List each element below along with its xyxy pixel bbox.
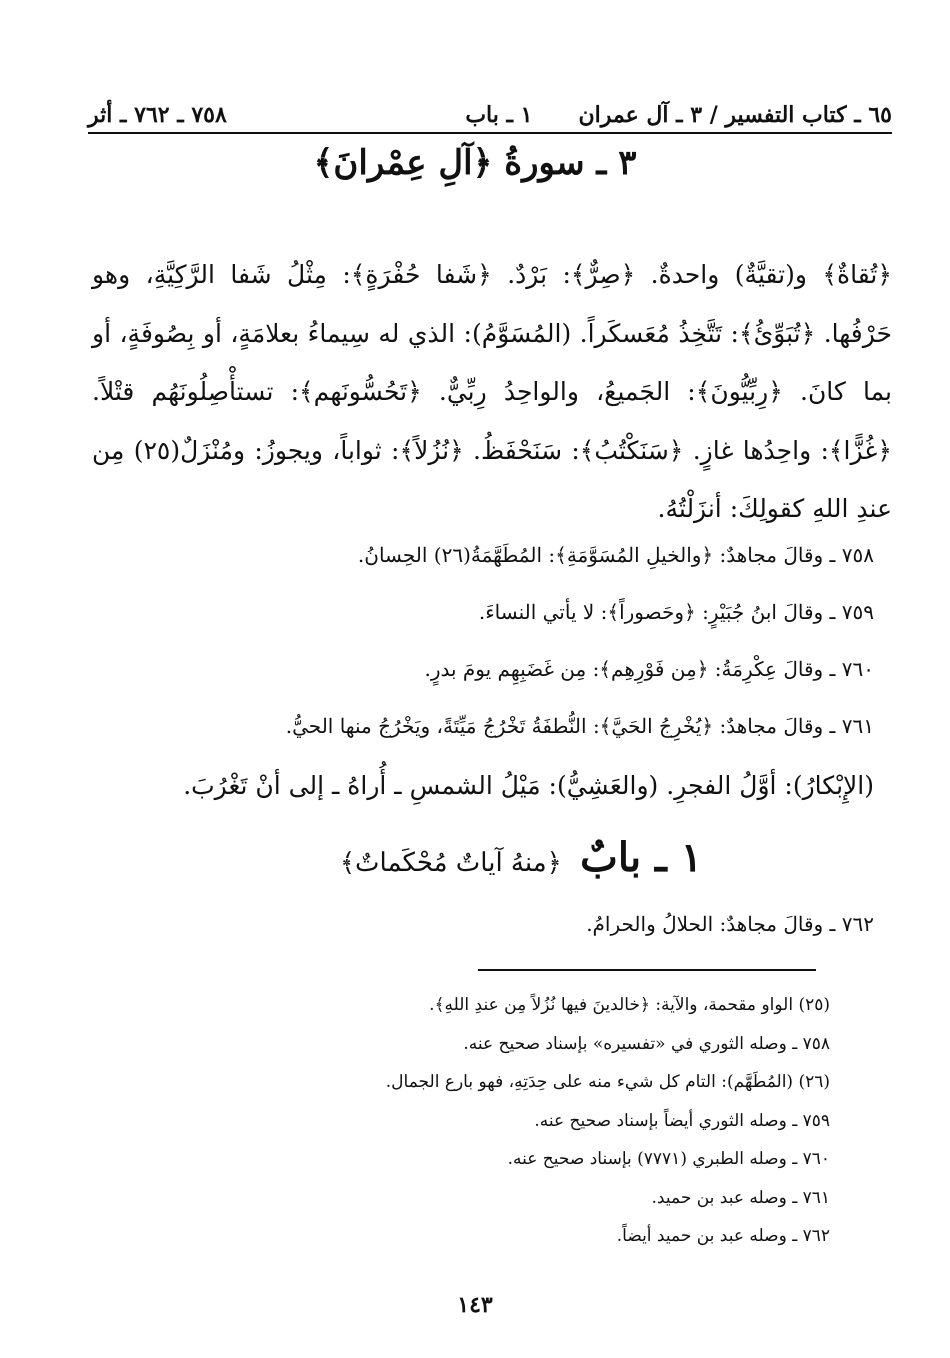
footnote-762: ٧٦٢ ـ وصله عبد بن حميد أيضاً. <box>616 1226 830 1246</box>
footnote-758: ٧٥٨ ـ وصله الثوري في «تفسيره» بإسناد صحيح عنه. <box>463 1033 830 1054</box>
footnote-divider <box>478 969 816 971</box>
footnote-761: ٧٦١ ـ وصله عبد بن حميد. <box>651 1187 830 1208</box>
narration-761: ٧٦١ ـ وقالَ مجاهدٌ: ﴿يُخْرِجُ الحَيَّ﴾: النُّطفَةُ تَخْرُجُ مَيِّتَةً، ويَخْرُجُ منها الحيُّ. <box>285 714 874 738</box>
bab-title: ﴿منهُ آياتٌ مُحْكَماتٌ﴾ <box>339 848 562 878</box>
surah-title: ٣ ـ سورةُ ﴿آلِ عِمْرانَ﴾ <box>313 143 637 183</box>
definition-line: (الإِبْكارُ): أوَّلُ الفجرِ. (والعَشِيُّ): مَيْلُ الشمسِ ـ أُراهُ ـ إلى أنْ تَغْرُبَ. <box>183 771 874 800</box>
header-chapter: ٦٥ ـ كتاب التفسير / ٣ ـ آل عمران <box>578 102 892 128</box>
narration-762: ٧٦٢ ـ وقالَ مجاهدٌ: الحلالُ والحرامُ. <box>586 912 874 936</box>
bab-heading <box>92 830 950 891</box>
header-rule <box>88 132 892 134</box>
bab-label: ١ ـ بابٌ <box>580 834 703 881</box>
footnote-759: ٧٥٩ ـ وصله الثوري أيضاً بإسناد صحيح عنه. <box>534 1110 830 1131</box>
narration-759: ٧٥٩ ـ وقالَ ابنُ جُبَيْرٍ: ﴿وحَصوراً﴾: لا يأتي النساءَ. <box>478 600 874 624</box>
footnote-760: ٧٦٠ ـ وصله الطبري (٧٧٧١) بإسناد صحيح عنه. <box>507 1149 830 1169</box>
intro-paragraph: ﴿تُقاةٌ﴾ و(تقيَّةٌ) واحدةٌ. ﴿صِرٌّ﴾: بَرْدٌ. ﴿شَفا حُفْرَةٍ﴾: مِثْلُ شَفا الرَّكِيَّةِ، وهو حَرْفُها. ﴿تُبَوِّئُ﴾: تَتَّخِذُ مُعَسكَراً. (المُسَوَّمُ): الذي له سِيماءُ بعلامَةٍ، أو بِصُوفَةٍ، أو بما كانَ. ﴿رِبِّيُّونَ﴾: الجَميعُ، والواحِدُ رِبِّيٌّ. ﴿تَحُسُّونَهم﴾: تستأْصِلُونَهُم قتْلاً. ﴿غُزًّا﴾: واحِدُها غازٍ. ﴿سَنَكْتُبُ﴾: سَنَحْفَظُ. ﴿نُزُلاً﴾: ثواباً، ويجوزُ: ومُنْزَلٌ(٢٥) مِن عندِ اللهِ كقولِكَ: أنزَلْتُهُ. <box>92 260 892 523</box>
narration-760: ٧٦٠ ـ وقالَ عِكْرِمَةُ: ﴿مِن فَوْرِهِم﴾: مِن غَضَبِهِم يومَ بدرٍ. <box>424 657 874 681</box>
footnote-26: (٢٦) (المُطَهَّم): التام كل شيء منه على حِدَتِهِ، فهو بارع الجمال. <box>385 1072 830 1092</box>
header-hadith-range: ٧٥٨ ـ ٧٦٢ ـ أثر <box>88 102 227 128</box>
narration-758: ٧٥٨ ـ وقالَ مجاهدٌ: ﴿والخيلِ المُسَوَّمَةِ﴾: المُطَهَّمَةُ(٢٦) الحِسانُ. <box>357 543 874 567</box>
header-right-group <box>465 102 892 128</box>
narration-list <box>92 535 874 763</box>
footnote-list <box>92 990 830 1260</box>
footnote-25: (٢٥) الواو مقحمة، والآية: ﴿خالدينَ فيها نُزُلاً مِن عندِ اللهِ﴾. <box>429 995 830 1015</box>
running-header <box>88 88 892 128</box>
page-number: ١٤٣ <box>457 1292 493 1318</box>
header-section: ١ ـ باب <box>465 102 533 128</box>
